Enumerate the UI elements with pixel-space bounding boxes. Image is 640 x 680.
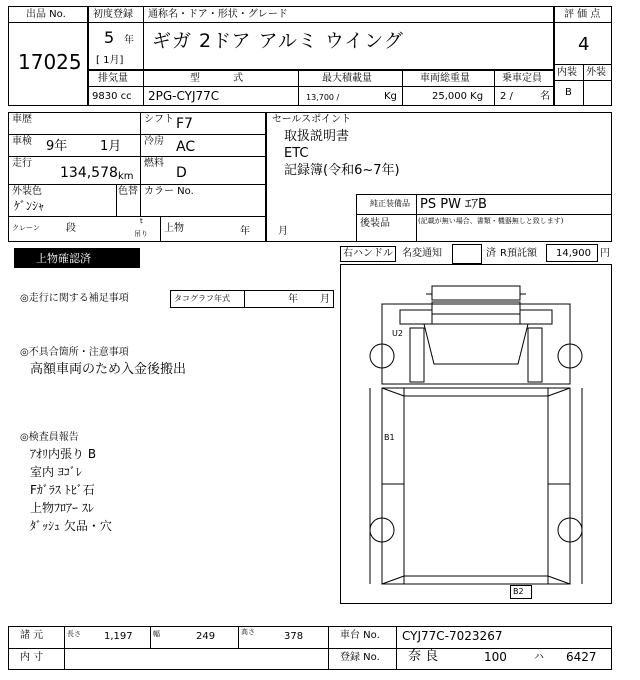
width-value: 249 <box>196 631 216 642</box>
inner-label: 内 寸 <box>20 652 44 663</box>
mileage-value: 134,578 <box>60 165 118 181</box>
history-label: 車歴 <box>12 114 32 125</box>
chassis-label: 車台 No. <box>340 630 380 641</box>
interior-score: B <box>565 87 572 98</box>
mileage-unit: km <box>118 171 134 182</box>
fuel-value: D <box>176 165 187 181</box>
max-load-value: 13,700 / <box>306 93 340 102</box>
fuel-label: 燃料 <box>144 158 164 169</box>
report-item-1: ｱｵﾘ内張り B <box>30 447 97 461</box>
body-label: 上物 <box>164 223 184 234</box>
equipment-value: PS PW ｴｱB <box>420 197 487 212</box>
reg-kana: ハ <box>534 652 544 663</box>
crane-label: クレーン <box>12 224 40 232</box>
reg-class: 100 <box>484 650 507 664</box>
color-code-label: 色替 <box>118 186 138 197</box>
equipment-label: 純正装備品 <box>370 199 410 208</box>
capacity-label: 乗車定員 <box>502 73 542 84</box>
sales-point-1: 取扱説明書 <box>284 129 350 144</box>
gvw-value: 25,000 Kg <box>432 91 484 102</box>
shaken-year: 9年 <box>46 139 68 154</box>
supplement-label: ◎走行に関する補足事項 <box>20 293 129 304</box>
model-value: 2PG-CYJ77C <box>148 89 220 103</box>
displacement-label: 排気量 <box>98 73 128 84</box>
year-unit: 年 <box>124 35 134 46</box>
capacity-unit: 名 <box>540 91 550 102</box>
height-label: 高さ <box>241 628 255 636</box>
tacho-label: タコグラフ年式 <box>174 294 230 303</box>
ac-value: AC <box>176 139 196 155</box>
report-item-2: 室内 ﾖｺﾞﾚ <box>30 465 82 479</box>
score-label: 評 価 点 <box>564 9 601 20</box>
shift-value: F7 <box>176 116 193 132</box>
reg-area: 奈 良 <box>408 649 439 664</box>
section-title: 上物確認済 <box>14 248 140 268</box>
shaken-label: 車検 <box>12 136 32 147</box>
lot-number: 17025 <box>18 50 82 74</box>
mileage-label: 走行 <box>12 158 32 169</box>
color-value: ｹﾞﾝｼｬ <box>14 199 45 213</box>
height-value: 378 <box>284 631 304 642</box>
reg-label: 登録 No. <box>340 652 380 663</box>
report-item-4: 上物ﾌﾛｱｰ ｽﾚ <box>30 501 94 515</box>
exterior-label: 外装 <box>586 67 606 78</box>
max-load-label: 最大積載量 <box>322 73 372 84</box>
report-item-3: Fｶﾞﾗｽ ﾄﾋﾞ石 <box>30 483 95 497</box>
details-box <box>8 112 266 242</box>
interior-label: 内装 <box>557 67 577 78</box>
dims-label: 諸 元 <box>20 630 44 641</box>
ac-label: 冷房 <box>144 136 164 147</box>
tacho-year: 年 <box>288 294 298 305</box>
crane-ton-top: t <box>140 217 143 225</box>
first-reg-month: [ 1月] <box>96 55 124 66</box>
chassis-value: CYJ77C-7023267 <box>402 629 503 643</box>
mark-b2: B2 <box>513 587 524 596</box>
crane-ton-bottom: 吊り <box>134 230 148 238</box>
tax-unit: 円 <box>600 248 610 259</box>
report-item-5: ﾀﾞｯｼｭ 欠品・穴 <box>30 519 112 533</box>
max-load-unit: Kg <box>384 91 397 102</box>
mark-b1: B1 <box>384 433 395 442</box>
displacement-value: 9830 cc <box>92 91 132 102</box>
truck-diagram <box>340 264 612 604</box>
color-no-label: カラー No. <box>144 186 194 197</box>
defects-label: ◎不具合箇所・注意事項 <box>20 347 129 358</box>
body-month: 月 <box>278 226 288 237</box>
mark-u2: U2 <box>392 329 403 338</box>
sales-point-2: ETC <box>284 146 309 161</box>
first-reg-year: 5 <box>104 28 115 47</box>
crane-steps: 段 <box>66 223 76 234</box>
defects-text: 高額車両のため入金後搬出 <box>30 362 187 377</box>
body-year: 年 <box>240 226 250 237</box>
shaken-month: 1月 <box>100 139 122 154</box>
first-reg-label: 初度登録 <box>93 9 133 20</box>
tacho-month: 月 <box>320 294 330 305</box>
sales-label: セールスポイント <box>272 114 352 125</box>
name-label: 通称名・ドア・形状・グレード <box>148 9 288 20</box>
name-change-box <box>452 244 482 264</box>
shift-label: シフト <box>144 114 174 125</box>
aftermarket-label: 後装品 <box>360 218 390 229</box>
lot-label: 出品 No. <box>26 9 66 20</box>
model-label: 型 式 <box>190 73 244 84</box>
capacity-value: 2 / <box>500 91 513 102</box>
color-label: 外装色 <box>12 186 42 197</box>
name-change-label: 名変通知 <box>402 248 442 259</box>
reg-number: 6427 <box>566 650 597 664</box>
length-value: 1,197 <box>104 631 133 642</box>
aftermarket-note: (記載が無い場合、書類・機器無しと致します) <box>418 217 564 225</box>
score-value: 4 <box>578 34 590 55</box>
width-label: 幅 <box>153 630 160 638</box>
sales-point-3: 記録簿(令和6~7年) <box>284 163 400 178</box>
right-hand: 右ハンドル <box>343 248 393 259</box>
tax-label: R預託額 <box>500 248 537 259</box>
length-label: 長さ <box>67 630 81 638</box>
tax-prefix: 済 <box>486 248 496 259</box>
car-name: ギガ 2ドア アルミ ウイング <box>152 30 404 52</box>
gvw-label: 車両総重量 <box>420 73 470 84</box>
tax-value: 14,900 <box>556 248 591 259</box>
report-label: ◎検査員報告 <box>20 432 79 443</box>
